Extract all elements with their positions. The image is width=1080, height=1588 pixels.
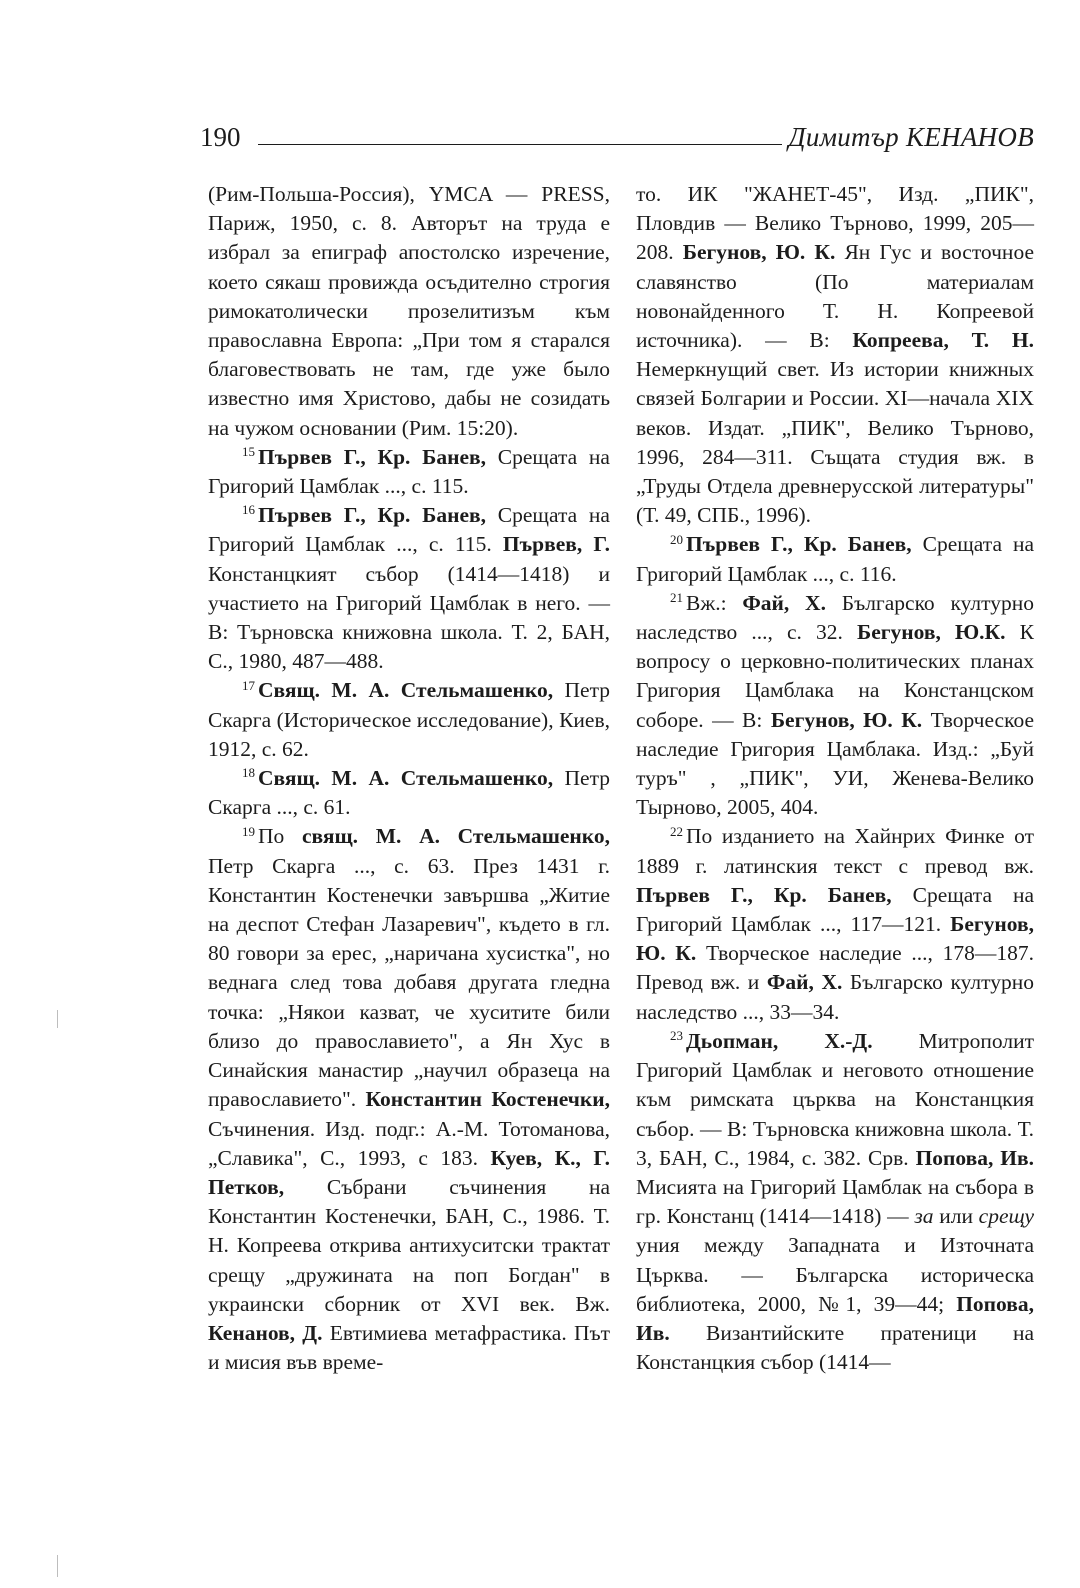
footnote-15: $^{15}$ Първев Г., Кр. Банев, Срещата на Григорий Цамблак ..., с. 115.: [208, 444, 610, 499]
page-number: 190: [200, 122, 241, 152]
footnote-19: $^{19}$ По свящ. М. А. Стельмашенко, Петр Скарга ..., с. 63. През 1431 г. Константин Костенечки завършва „Житие на деспот Стефан Лазаревич", където в гл. 80 говори за ерес, „наричана хусистка", но веднага след това добавя другата гледна точка: „Някои казват, че хуситите били близо до православието", а Ян Хус в Синайския манастир „научил образеца на православието". Константин Костенечки, Съчинения. Изд. подг.: А.-М. Тотоманова, „Славика", С., 1993, с 183. Куев, К., Г. Петков, Събрани съчинения на Константин Костенечки, БАН, С., 1986. Т. Н. Копреева открива антихуситски трактат срещу „дружината на поп Богдан" в украински сборник от XVI век. Вж. Кенанов, Д. Евтимиева метафрастика. Път и мисия във време-: [208, 823, 611, 1375]
footnote-20: $^{20}$ Първев Г., Кр. Банев, Срещата на Григорий Цамблак ..., с. 116.: [636, 531, 1034, 586]
page-header: [200, 116, 1034, 164]
footnote-21: $^{21}$ Вж.: Фай, Х. Българско културно наследство ..., с. 32. Бегунов, Ю.К. К вопросу о церковно-политических планах Григория Цамблака на Констанцском соборе. — В: Бегунов, Ю. К. Творческое наследие Григория Цамблака. Изд.: „Буй туръ" , „ПИК", УИ, Женева-Велико Тырново, 2005, 404.: [636, 590, 1035, 820]
footnote-number: 23: [670, 1028, 683, 1044]
scan-artifact-mark: [57, 1555, 58, 1577]
footnotes-left-column: [208, 180, 610, 1377]
footnote-18: $^{18}$ Свящ. М. А. Стельмашенко, Петр Скарга ..., с. 61.: [208, 765, 611, 820]
footnote-16: $^{16}$ Първев Г., Кр. Банев, Срещата на Григорий Цамблак ..., с. 115. Първев, Г. Констанцкият събор (1414—1418) и участието на Григорий Цамблак в него. — В: Търновска книжовна школа. Т. 2, БАН, С., 1980, 487—488.: [208, 502, 610, 674]
footnote-continuation: то. ИК "ЖАНЕТ-45", Изд. „ПИК", Пловдив — Велико Търново, 1999, 205—208. Бегунов, Ю. К. Ян Гус и восточное славянство (По материалам новонайденного Т. Н. Копреевой источника). — В: Копреева, Т. Н. Немеркнущий свет. Из истории книжных связей Болгарии и России. XI—начала XIX веков. Издат. „ПИК", Велико Търново, 1996, 284—311. Същата студия вж. в „Труды Отдела древнерусской литературы" (Т. 49, СПБ., 1996).: [636, 182, 1034, 528]
footnote-number: 22: [670, 823, 683, 839]
scan-artifact-mark: [57, 1010, 58, 1028]
footnote-23: $^{23}$ Дьопман, Х.-Д. Митрополит Григорий Цамблак и неговото отношение към римската църква на Констанцкия събор. — В: Търновска книжовна школа. Т. 3, БАН, С., 1984, с. 382. Срв. Попова, Ив. Мисията на Григорий Цамблак на събора в гр. Констанц (1414—1418) — за или срещу уния между Западната и Източната Църква. — Българска историческа библиотека, 2000, №1, 39—44; Попова, Ив. Византийските пратеници на Констанцкия събор (1414—: [636, 1028, 1034, 1375]
header-rule: [258, 144, 782, 145]
footnote-number: 19: [242, 823, 255, 839]
footnote-number: 18: [242, 765, 255, 781]
footnote-22: $^{22}$ По изданието на Хайнрих Финке от 1889 г. латинския текст с превод вж. Първев Г., Кр. Банев, Срещата на Григорий Цамблак ..., 117—121. Бегунов, Ю. К. Творческое наследие ..., 178—187. Превод вж. и Фай, Х. Българско културно наследство ..., 33—34.: [636, 823, 1034, 1024]
footnote-continuation: (Рим-Польша-Россия), YMCA — PRESS, Париж, 1950, с. 8. Авторът на труда е избрал за епиграф апостолско изречение, което сякаш провижда осъдително строгия римокатолически прозелитизъм към православна Европа: „При том я старался благовествовать не там, где уже было известно имя Христово, дабы не созидать на чужом основании (Рим. 15:20).: [208, 182, 610, 440]
footnote-number: 15: [242, 444, 255, 460]
footnote-17: $^{17}$ Свящ. М. А. Стельмашенко, Петр Скарга (Историческое исследование), Киев, 1912, с. 62.: [208, 677, 611, 761]
footnote-number: 17: [242, 677, 255, 693]
footnote-number: 16: [242, 502, 255, 518]
footnote-number: 20: [670, 531, 683, 547]
footnotes-right-column: [636, 180, 1034, 1377]
footnote-number: 21: [670, 590, 683, 606]
running-title: Димитър КЕНАНОВ: [788, 122, 1034, 152]
